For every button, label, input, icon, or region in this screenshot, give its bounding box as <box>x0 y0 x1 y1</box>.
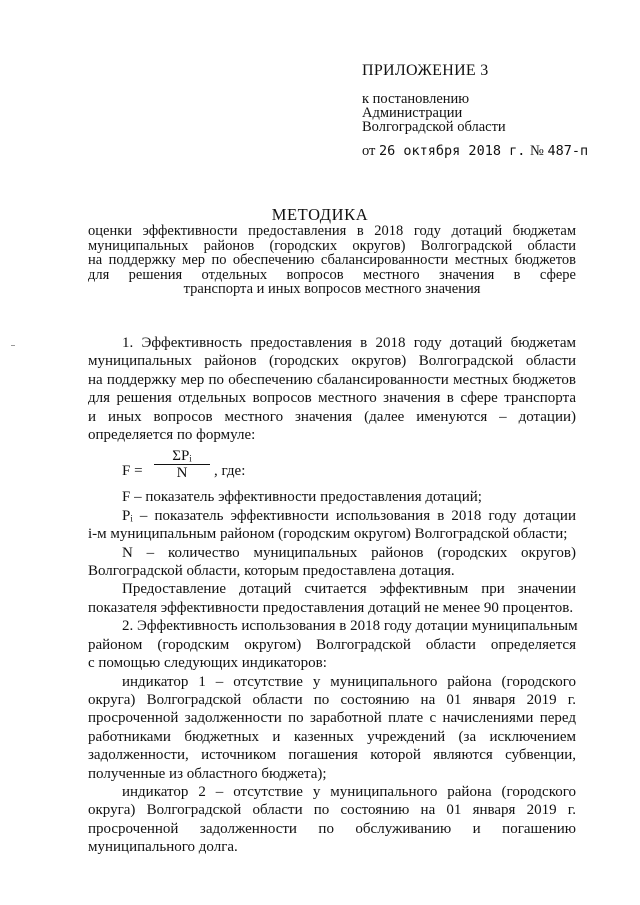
indicator1-line: просроченной задолженности по заработной плате с начислениями перед <box>88 710 576 727</box>
subtitle-line: для решения отдельных вопросов местного значения в сфере <box>88 266 576 283</box>
document-subtitle <box>88 224 576 297</box>
indicator2-line: индикатор 2 – отсутствие у муниципального района (городского <box>122 783 576 800</box>
indicator1-line: работниками бюджетных и казенных учреждений (за исключением <box>88 728 576 745</box>
document-title: МЕТОДИКА <box>271 205 369 224</box>
scan-mark <box>11 345 15 346</box>
decree-number <box>530 143 588 160</box>
definition-p-line: Pᵢ – показатель эффективности использования в 2018 году дотации <box>122 507 576 524</box>
indicator1-line: округа) Волгоградской области по состоянию на 01 января 2019 г. <box>88 691 576 708</box>
paragraph1-line: 1. Эффективность предоставления в 2018 году дотаций бюджетам <box>122 335 576 351</box>
definition-n-line: N – количество муниципальных районов (городских округов) <box>122 544 576 561</box>
indicator1-line: задолженности, источником погашения которой являются субвенции, <box>88 747 576 764</box>
indicator2-line: просроченной задолженности по обслуживанию и погашению <box>88 820 576 837</box>
definition-n-line: Волгоградской области, которым предоставлена дотация. <box>88 563 455 580</box>
number-value: 487-п <box>547 143 589 159</box>
decree-reference <box>362 92 506 134</box>
date-value: 26 октября 2018 г. <box>379 143 526 159</box>
indicator1-line: полученные из областного бюджета); <box>88 765 327 782</box>
formula-lhs: F = <box>122 463 143 480</box>
paragraph1-line: определяется по формуле: <box>88 427 256 444</box>
appendix-label: ПРИЛОЖЕНИЕ 3 <box>362 62 489 79</box>
definition-p-line: i-м муниципальным районом (городским округом) Волгоградской области; <box>88 526 568 543</box>
date-prefix: от <box>362 143 376 159</box>
subtitle-line: транспорта и иных вопросов местного значения <box>183 281 481 298</box>
formula-fraction <box>154 449 210 481</box>
document-body <box>88 334 576 857</box>
subtitle-line: на поддержку мер по обеспечению сбалансированности местных бюджетов <box>88 252 576 269</box>
paragraph1-line: и иных вопросов местного значения (далее именуются – дотации) <box>88 408 576 425</box>
efficiency-formula <box>88 444 576 488</box>
decree-line: Администрации <box>362 105 463 121</box>
definition-f: F – показатель эффективности предоставления дотаций; <box>122 489 482 506</box>
decree-line: к постановлению <box>362 91 470 107</box>
paragraph1-line: на поддержку мер по обеспечению сбалансированности местных бюджетов <box>88 371 576 388</box>
indicator2-line: округа) Волгоградской области по состоянию на 01 января 2019 г. <box>88 802 576 819</box>
subtitle-line: муниципальных районов (городских округов) Волгоградской области <box>88 237 576 254</box>
formula-numerator: ΣPᵢ <box>154 449 210 465</box>
formula-denominator: N <box>176 465 188 482</box>
paragraph1-line: для решения отдельных вопросов местного значения в сфере транспорта <box>88 390 576 407</box>
paragraph1-line: муниципальных районов (городских округов) Волгоградской области <box>88 353 576 370</box>
effectiveness-line: показателя эффективности предоставления дотаций не менее 90 процентов. <box>88 599 574 616</box>
decree-line: Волгоградской области <box>362 119 506 135</box>
number-prefix: № <box>530 143 544 159</box>
formula-tail: , где: <box>214 463 246 480</box>
paragraph2-line: с помощью следующих индикаторов: <box>88 655 327 672</box>
effectiveness-line: Предоставление дотаций считается эффективным при значении <box>122 581 576 598</box>
indicator2-line: муниципального долга. <box>88 839 238 856</box>
decree-date-line <box>362 143 589 160</box>
subtitle-line: оценки эффективности предоставления в 2018 году дотаций бюджетам <box>88 223 576 239</box>
paragraph2-line: районом (городским округом) Волгоградской области определяется <box>88 636 576 653</box>
indicator1-line: индикатор 1 – отсутствие у муниципального района (городского <box>122 673 576 690</box>
paragraph2-line: 2. Эффективность использования в 2018 году дотации муниципальным <box>122 618 578 635</box>
